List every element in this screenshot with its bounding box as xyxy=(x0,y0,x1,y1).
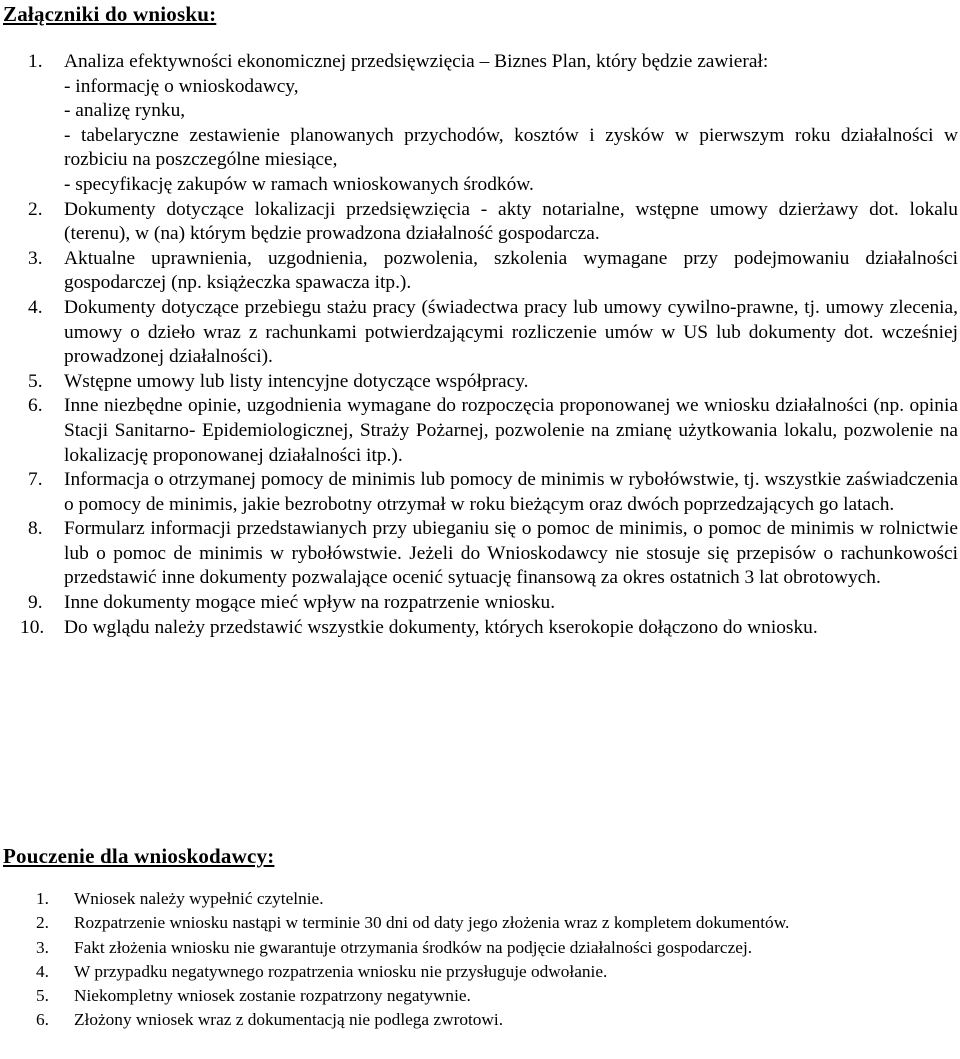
item-number: 1. xyxy=(28,51,43,72)
item-text: Złożony wniosek wraz z dokumentacją nie podlega zwrotowi. xyxy=(74,1010,504,1030)
list-item xyxy=(28,198,958,247)
item-number: 5. xyxy=(36,986,49,1006)
list-item xyxy=(28,247,958,296)
item-text: Dokumenty dotyczące lokalizacji przedsięwzięcia - akty notarialne, wstępne umowy dzierżawy dot. lokalu (terenu), w (na) którym będzie prowadzona działalność gospodarcza. xyxy=(64,198,958,245)
item-text: Formularz informacji przedstawianych przy ubieganiu się o pomoc de minimis, o pomoc de minimis w rolnictwie lub o pomoc de minimis w rybołówstwie. Jeżeli do Wnioskodawcy nie stosuje się przepisów o rachunkowości przedstawić inne dokumenty pozwalające ocenić sytuację finansową za okres ostatnich 3 lat obrotowych. xyxy=(64,518,958,589)
attachments-list xyxy=(20,50,958,640)
item-text: Informacja o otrzymanej pomocy de minimis lub pomocy de minimis w rybołówstwie, tj. wszystkie zaświadczenia o pomocy de minimis, jakie bezrobotny otrzymał w roku bieżącym oraz dwóch poprzedzających go latach. xyxy=(64,469,958,515)
item-number: 4. xyxy=(36,961,49,981)
item-text: Aktualne uprawnienia, uzgodnienia, pozwolenia, szkolenia wymagane przy podejmowaniu działalności gospodarczej (np. książeczka spawacza itp.). xyxy=(64,247,958,294)
item-text: W przypadku negatywnego rozpatrzenia wniosku nie przysługuje odwołanie. xyxy=(74,961,608,981)
item-text: Rozpatrzenie wniosku nastąpi w terminie 30 dni od daty jego złożenia wraz z kompletem dokumentów. xyxy=(74,913,790,933)
list-item xyxy=(36,936,936,960)
item-text: Wniosek należy wypełnić czytelnie. xyxy=(74,889,324,908)
item-number: 1. xyxy=(36,889,49,908)
instructions-list xyxy=(36,887,936,1033)
item-number: 7. xyxy=(28,469,43,491)
list-item xyxy=(36,960,936,984)
item-text: Inne niezbędne opinie, uzgodnienia wymagane do rozpoczęcia proponowanej we wniosku działalności (np. opinia Stacji Sanitarno- Epidemiologicznej, Straży Pożarnej, pozwolenie na zmianę użytkowania lokalu, pozwolenie na lokalizację proponowanej działalności itp.). xyxy=(64,395,958,466)
item-number: 3. xyxy=(36,937,49,957)
item-number: 4. xyxy=(28,296,43,318)
item-number: 6. xyxy=(36,1010,49,1030)
list-item xyxy=(36,887,936,911)
list-item xyxy=(28,370,958,395)
subitem-text: - tabelaryczne zestawienie planowanych przychodów, kosztów i zysków w pierwszym roku działalności w rozbiciu na poszczególne miesiące, xyxy=(64,124,958,171)
item-text: Inne dokumenty mogące mieć wpływ na rozpatrzenie wniosku. xyxy=(64,592,556,614)
attachments-heading: Załączniki do wniosku: xyxy=(3,2,217,26)
item-number: 8. xyxy=(28,518,43,540)
list-item xyxy=(36,984,936,1008)
subitem-text: - analizę rynku, xyxy=(64,100,186,122)
item-text: Niekompletny wniosek zostanie rozpatrzony negatywnie. xyxy=(74,986,471,1006)
item-text: Wstępne umowy lub listy intencyjne dotyczące współpracy. xyxy=(64,370,529,392)
item-number: 3. xyxy=(28,247,43,269)
instructions-heading: Pouczenie dla wnioskodawcy: xyxy=(3,844,275,868)
list-item xyxy=(28,394,958,468)
list-item xyxy=(28,591,958,616)
list-item xyxy=(36,1008,936,1032)
item-text: Analiza efektywności ekonomicznej przedsięwzięcia – Biznes Plan, który będzie zawierał: xyxy=(64,51,769,72)
list-item xyxy=(28,50,958,198)
item-number: 9. xyxy=(28,592,43,614)
item-number: 2. xyxy=(36,913,49,933)
list-item xyxy=(20,616,958,641)
item-text: Do wglądu należy przedstawić wszystkie dokumenty, których kserokopie dołączono do wniosku. xyxy=(64,616,818,638)
subitem-text: - informację o wnioskodawcy, xyxy=(64,75,299,97)
list-item xyxy=(36,911,936,935)
item-text: Fakt złożenia wniosku nie gwarantuje otrzymania środków na podjęcie działalności gospodarczej. xyxy=(74,937,753,957)
item-number: 10. xyxy=(20,616,45,638)
list-item xyxy=(28,468,958,517)
list-item xyxy=(28,296,958,370)
item-number: 2. xyxy=(28,198,43,220)
item-number: 5. xyxy=(28,370,43,392)
item-text: Dokumenty dotyczące przebiegu stażu pracy (świadectwa pracy lub umowy cywilno-prawne, tj. umowy zlecenia, umowy o dzieło wraz z rachunkami potwierdzającymi rozliczenie umów w US lub dokumenty dot. wcześniej prowadzonej działalności). xyxy=(64,296,958,368)
subitem-text: - specyfikację zakupów w ramach wnioskowanych środków. xyxy=(64,173,534,195)
list-item xyxy=(28,517,958,591)
item-number: 6. xyxy=(28,395,43,417)
